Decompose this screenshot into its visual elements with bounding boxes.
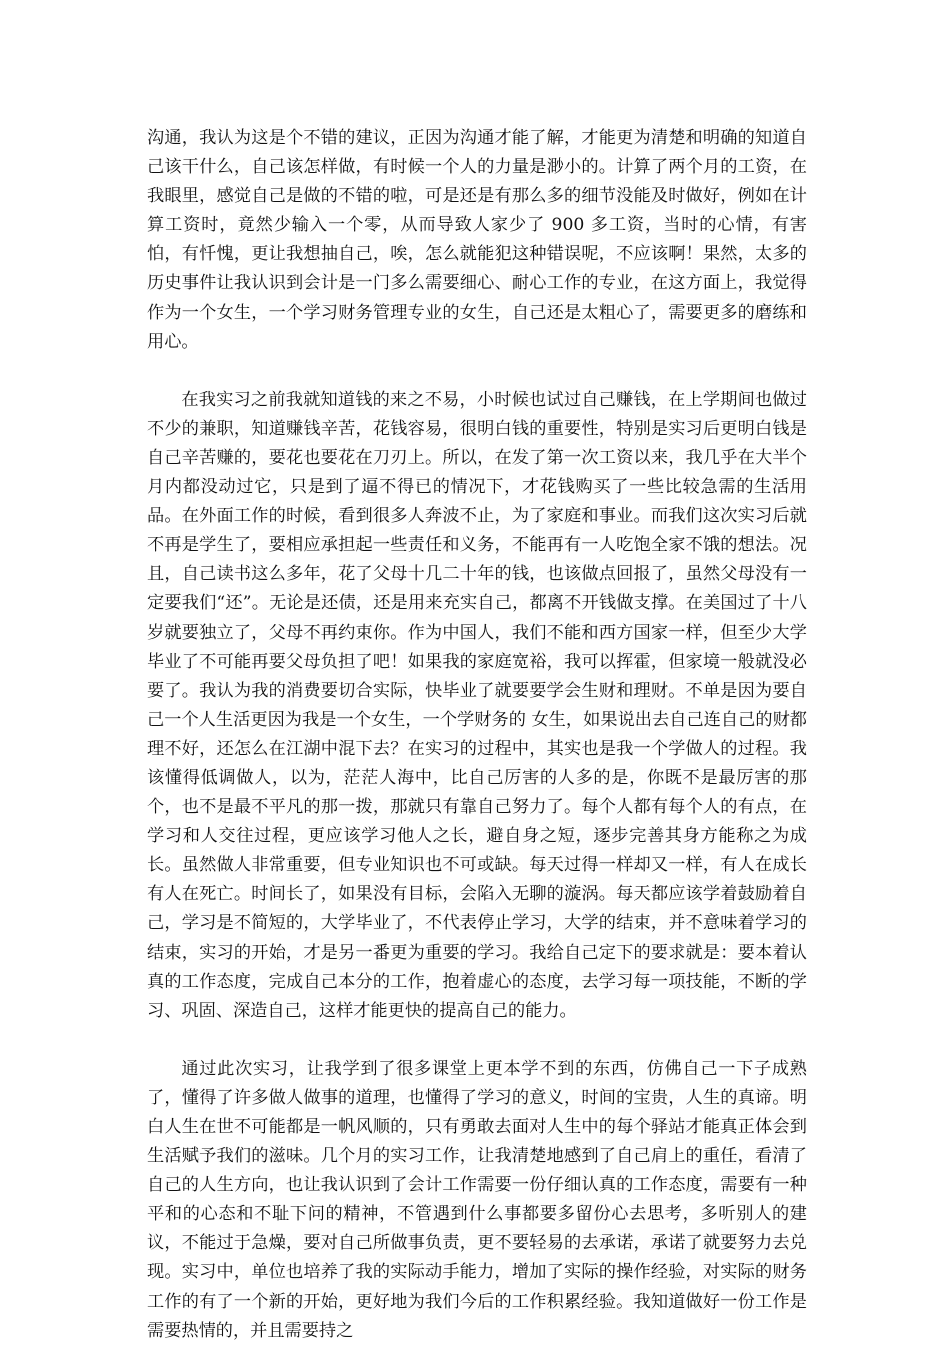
document-page: [147, 124, 807, 1346]
paragraph-money-awareness: 在我实习之前我就知道钱的来之不易，小时候也试过自己赚钱，在上学期间也做过不少的兼职，知道赚钱辛苦，花钱容易，很明白钱的重要性，特别是实习后更明白钱是自己辛苦赚的，要花也要花在刀刃上。所以，在发了第一次工资以来，我几乎在大半个月内都没动过它，只是到了逼不得已的情况下，才花钱购买了一些比较急需的生活用品。在外面工作的时候，看到很多人奔波不止，为了家庭和事业。而我们这次实习后就不再是学生了，要相应承担起一些责任和义务，不能再有一人吃饱全家不饿的想法。况且，自己读书这么多年，花了父母十几二十年的钱，也该做点回报了，虽然父母没有一定要我们“还”。无论是还债，还是用来充实自己，都离不开钱做支撑。在美国过了十八岁就要独立了，父母不再约束你。作为中国人，我们不能和西方国家一样，但至少大学毕业了不可能再要父母负担了吧！如果我的家庭宽裕，我可以挥霍，但家境一般就没必要了。我认为我的消费要切合实际，快毕业了就要要学会生财和理财。不单是因为要自己一个人生活更因为我是一个女生，一个学财务的 女生，如果说出去自己连自己的财都理不好，还怎么在江湖中混下去？在实习的过程中，其实也是我一个学做人的过程。我该懂得低调做人，以为，茫茫人海中，比自己厉害的人多的是，你既不是最厉害的那个，也不是最不平凡的那一拨，那就只有靠自己努力了。每个人都有每个人的有点，在学习和人交往过程，更应该学习他人之长，避自身之短，逐步完善其身方能称之为成长。虽然做人非常重要，但专业知识也不可或缺。每天过得一样却又一样，有人在成长有人在死亡。时间长了，如果没有目标，会陷入无聊的漩涡。每天都应该学着鼓励着自己，学习是不简短的，大学毕业了，不代表停止学习，大学的结束，并不意味着学习的结束，实习的开始，才是另一番更为重要的学习。我给自己定下的要求就是：要本着认真的工作态度，完成自己本分的工作，抱着虚心的态度，去学习每一项技能，不断的学习、巩固、深造自己，这样才能更快的提高自己的能力。: [147, 389, 807, 1021]
paragraph-internship-summary: 通过此次实习，让我学到了很多课堂上更本学不到的东西，仿佛自己一下子成熟了，懂得了许多做人做事的道理，也懂得了学习的意义，时间的宝贵，人生的真谛。明白人生在世不可能都是一帆风顺的，只有勇敢去面对人生中的每个驿站才能真正体会到生活赋予我们的滋味。几个月的实习工作，让我清楚地感到了自己肩上的重任，看清了自己的人生方向，也让我认识到了会计工作需要一份仔细认真的工作态度，需要有一种平和的心态和不耻下问的精神，不管遇到什么事都要多留份心去思考，多听别人的建议，不能过于急燥，要对自己所做事负责，更不要轻易的去承诺，承诺了就要努力去兑现。实习中，单位也培养了我的实际动手能力，增加了实际的操作经验，对实际的财务工作的有了一个新的开始，更好地为我们今后的工作积累经验。我知道做好一份工作是需要热情的，并且需要持之: [147, 1058, 807, 1341]
paragraph-continuation: 沟通，我认为这是个不错的建议，正因为沟通才能了解，才能更为清楚和明确的知道自己该干什么，自己该怎样做，有时候一个人的力量是渺小的。计算了两个月的工资，在我眼里，感觉自己是做的不错的啦，可是还是有那么多的细节没能及时做好，例如在计算工资时，竟然少输入一个零，从而导致人家少了 900 多工资，当时的心情，有害怕，有忏愧，更让我想抽自己，唉，怎么就能犯这种错误呢，不应该啊！果然，太多的历史事件让我认识到会计是一门多么需要细心、耐心工作的专业，在这方面上，我觉得作为一个女生，一个学习财务管理专业的女生，自己还是太粗心了，需要更多的磨练和用心。: [147, 128, 807, 352]
